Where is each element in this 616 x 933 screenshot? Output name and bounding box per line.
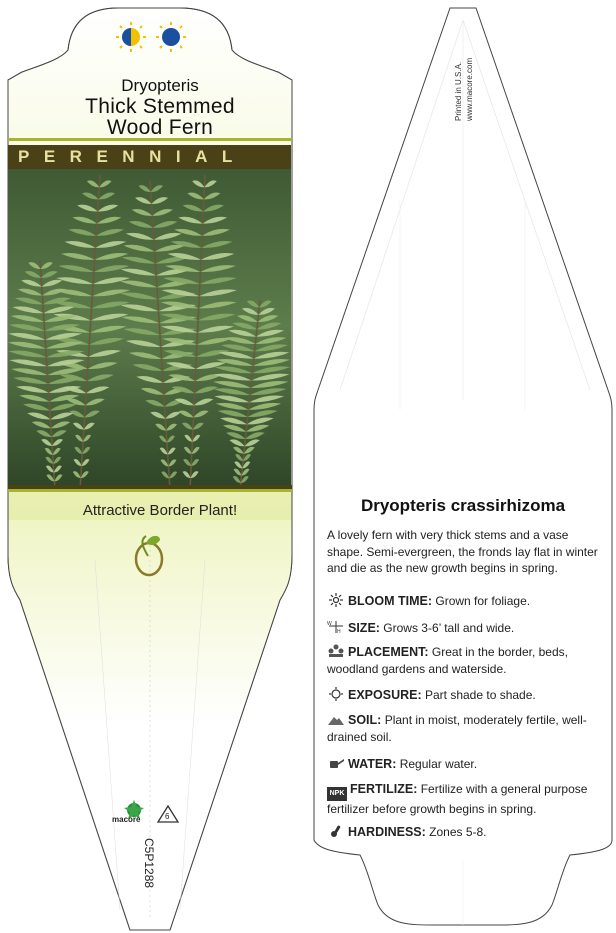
printer-website: www.macore.com xyxy=(465,57,474,121)
attr-exposure xyxy=(327,687,612,704)
printed-in-usa: Printed in U.S.A. xyxy=(454,61,463,121)
common-name-line2: Wood Fern xyxy=(106,116,214,139)
garden-placement-icon xyxy=(327,644,345,658)
size-value: Grows 3-6’ tall and wide. xyxy=(383,621,515,635)
flower-icon xyxy=(327,593,345,607)
attr-hardiness xyxy=(327,824,612,841)
attr-soil xyxy=(327,712,612,745)
size-arrows-icon xyxy=(327,620,345,634)
exposure-value: Part shade to shade. xyxy=(424,688,536,702)
watering-can-icon xyxy=(327,756,345,770)
printer-info xyxy=(454,45,484,125)
exposure-label: EXPOSURE: xyxy=(348,688,422,702)
attr-size xyxy=(327,620,612,637)
attr-bloom-time xyxy=(327,593,612,610)
water-label: WATER: xyxy=(348,757,397,771)
water-value: Regular water. xyxy=(399,757,478,771)
common-name-line1: Thick Stemmed xyxy=(85,95,235,118)
category-band: PERENNIAL xyxy=(8,145,291,169)
thermometer-icon xyxy=(327,824,345,838)
hardiness-value: Zones 5-8. xyxy=(429,825,487,839)
plant-description: A lovely fern with very thick stems and a vase shape. Semi-evergreen, the fronds lay flat in winter and die as the new growth begins in spring. xyxy=(327,528,598,575)
svg-text:H: H xyxy=(337,629,341,634)
sku-code xyxy=(142,838,162,908)
attr-placement xyxy=(327,644,612,677)
bloom-value: Grown for foliage. xyxy=(435,594,531,608)
brand-name: macore xyxy=(112,815,141,824)
hardiness-label: HARDINESS: xyxy=(348,825,426,839)
bloom-label: BLOOM TIME: xyxy=(348,594,433,608)
placement-label: PLACEMENT: xyxy=(348,645,429,659)
soil-label: SOIL: xyxy=(348,713,382,727)
fertilize-value: Fertilize with a general purpose fertilizer before growth begins in spring. xyxy=(327,782,588,816)
soil-value: Plant in moist, moderately fertile, well-drained soil. xyxy=(327,713,587,744)
attr-water xyxy=(327,756,612,773)
npk-icon: NPK xyxy=(327,787,347,801)
fern-photo xyxy=(8,169,291,490)
sun-outline-icon xyxy=(327,687,345,701)
size-label: SIZE: xyxy=(348,621,380,635)
tagline: Attractive Border Plant! xyxy=(82,502,238,519)
fertilize-label: FERTILIZE: xyxy=(350,782,418,796)
attr-fertilize xyxy=(327,781,612,818)
soil-pile-icon xyxy=(327,712,345,726)
sku-text: C5P1288 xyxy=(142,838,156,889)
svg-text:W: W xyxy=(327,621,332,627)
plant-genus: Dryopteris xyxy=(121,76,199,95)
recycle-code: 6 xyxy=(165,812,170,821)
scientific-name: Dryopteris crassirhizoma xyxy=(360,496,566,515)
placement-value: Great in the border, beds, woodland gardens and waterside. xyxy=(327,645,568,676)
